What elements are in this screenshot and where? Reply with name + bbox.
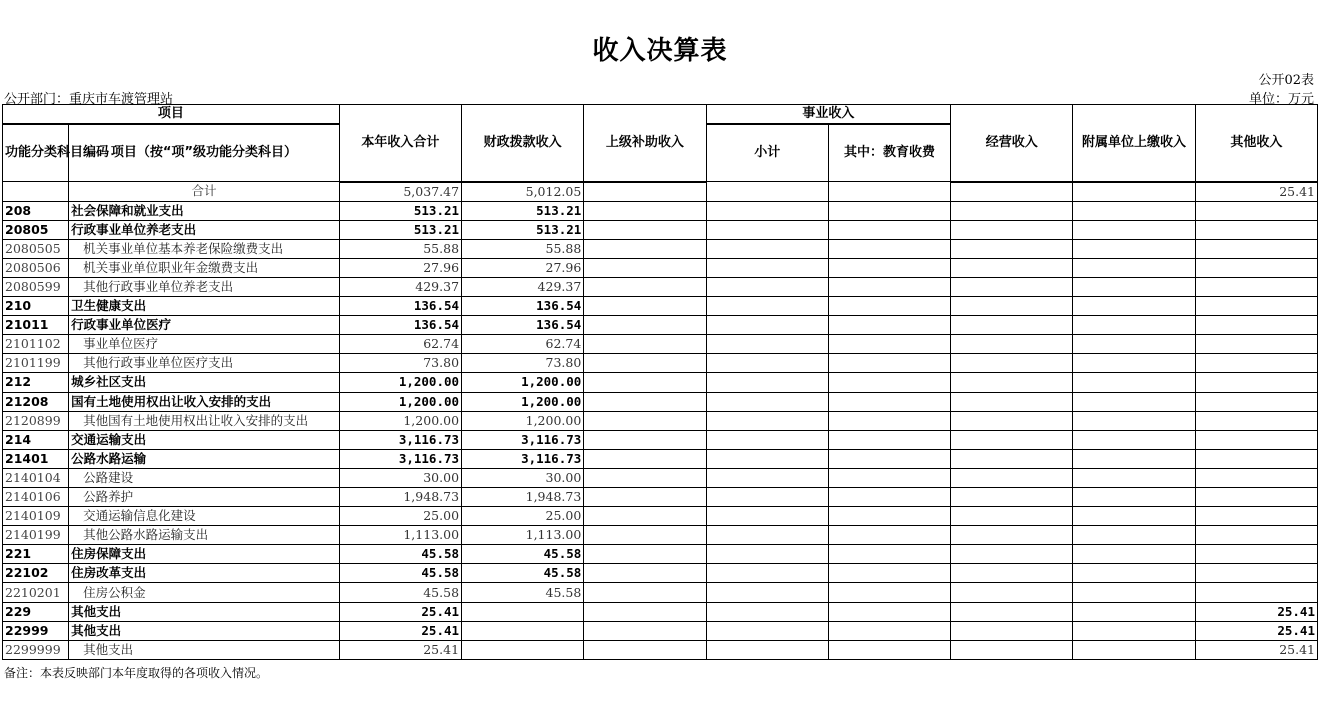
row-name: 卫生健康支出 bbox=[69, 297, 340, 316]
row-fiscal-income: 429.37 bbox=[462, 277, 584, 296]
row-career-subtotal bbox=[706, 392, 828, 411]
row-business-income bbox=[951, 468, 1073, 487]
row-education-fee bbox=[828, 182, 950, 202]
row-affiliate-income bbox=[1073, 373, 1195, 392]
row-name: 其他公路水路运输支出 bbox=[69, 526, 340, 545]
row-career-subtotal bbox=[706, 602, 828, 621]
row-fiscal-income: 62.74 bbox=[462, 335, 584, 354]
row-code: 2101102 bbox=[3, 335, 69, 354]
row-career-subtotal bbox=[706, 449, 828, 468]
row-other-income bbox=[1195, 449, 1317, 468]
row-career-subtotal bbox=[706, 583, 828, 602]
row-superior-income bbox=[584, 277, 706, 296]
row-education-fee bbox=[828, 583, 950, 602]
business-income-header: 经营收入 bbox=[951, 105, 1073, 182]
table-row bbox=[3, 640, 1318, 659]
row-business-income bbox=[951, 621, 1073, 640]
row-business-income bbox=[951, 392, 1073, 411]
row-total-income: 25.00 bbox=[339, 507, 461, 526]
row-affiliate-income bbox=[1073, 354, 1195, 373]
fiscal-appropriation-header: 财政拨款收入 bbox=[462, 105, 584, 182]
row-business-income bbox=[951, 411, 1073, 430]
row-business-income bbox=[951, 526, 1073, 545]
row-education-fee bbox=[828, 297, 950, 316]
row-fiscal-income: 5,012.05 bbox=[462, 182, 584, 202]
row-superior-income bbox=[584, 621, 706, 640]
row-total-income: 3,116.73 bbox=[339, 449, 461, 468]
row-name: 城乡社区支出 bbox=[69, 373, 340, 392]
row-other-income bbox=[1195, 430, 1317, 449]
superior-subsidy-header: 上级补助收入 bbox=[584, 105, 706, 182]
row-career-subtotal bbox=[706, 297, 828, 316]
row-fiscal-income: 55.88 bbox=[462, 239, 584, 258]
row-business-income bbox=[951, 201, 1073, 220]
row-affiliate-income bbox=[1073, 239, 1195, 258]
row-fiscal-income: 73.80 bbox=[462, 354, 584, 373]
row-superior-income bbox=[584, 335, 706, 354]
row-code: 2299999 bbox=[3, 640, 69, 659]
row-career-subtotal bbox=[706, 316, 828, 335]
row-name: 公路建设 bbox=[69, 468, 340, 487]
row-code: 2140104 bbox=[3, 468, 69, 487]
row-affiliate-income bbox=[1073, 488, 1195, 507]
row-superior-income bbox=[584, 411, 706, 430]
row-total-income: 1,200.00 bbox=[339, 373, 461, 392]
row-total-income: 1,113.00 bbox=[339, 526, 461, 545]
table-row bbox=[3, 488, 1318, 507]
table-row bbox=[3, 258, 1318, 277]
row-other-income bbox=[1195, 468, 1317, 487]
row-other-income bbox=[1195, 354, 1317, 373]
table-row bbox=[3, 564, 1318, 583]
row-affiliate-income bbox=[1073, 564, 1195, 583]
table-row bbox=[3, 507, 1318, 526]
row-other-income bbox=[1195, 507, 1317, 526]
row-name: 行政事业单位养老支出 bbox=[69, 220, 340, 239]
row-fiscal-income bbox=[462, 602, 584, 621]
row-total-income: 1,200.00 bbox=[339, 411, 461, 430]
row-other-income bbox=[1195, 201, 1317, 220]
row-affiliate-income bbox=[1073, 201, 1195, 220]
row-affiliate-income bbox=[1073, 602, 1195, 621]
row-fiscal-income: 25.00 bbox=[462, 507, 584, 526]
table-row bbox=[3, 239, 1318, 258]
row-business-income bbox=[951, 354, 1073, 373]
row-career-subtotal bbox=[706, 411, 828, 430]
row-superior-income bbox=[584, 488, 706, 507]
row-education-fee bbox=[828, 640, 950, 659]
row-other-income bbox=[1195, 526, 1317, 545]
row-total-income: 45.58 bbox=[339, 583, 461, 602]
name-column-header: 项目（按“项”级功能分类科目） bbox=[69, 124, 340, 182]
row-other-income bbox=[1195, 373, 1317, 392]
row-other-income: 25.41 bbox=[1195, 182, 1317, 202]
row-fiscal-income bbox=[462, 621, 584, 640]
row-affiliate-income bbox=[1073, 545, 1195, 564]
row-career-subtotal bbox=[706, 373, 828, 392]
row-name: 行政事业单位医疗 bbox=[69, 316, 340, 335]
row-other-income bbox=[1195, 316, 1317, 335]
row-superior-income bbox=[584, 640, 706, 659]
row-fiscal-income: 1,200.00 bbox=[462, 392, 584, 411]
row-total-income: 55.88 bbox=[339, 239, 461, 258]
income-table bbox=[2, 104, 1318, 660]
footnote: 备注：本表反映部门本年度取得的各项收入情况。 bbox=[4, 666, 269, 680]
row-superior-income bbox=[584, 182, 706, 202]
row-career-subtotal bbox=[706, 468, 828, 487]
row-name: 事业单位医疗 bbox=[69, 335, 340, 354]
row-fiscal-income: 30.00 bbox=[462, 468, 584, 487]
row-career-subtotal bbox=[706, 182, 828, 202]
row-business-income bbox=[951, 297, 1073, 316]
row-affiliate-income bbox=[1073, 430, 1195, 449]
row-other-income bbox=[1195, 392, 1317, 411]
row-education-fee bbox=[828, 507, 950, 526]
row-other-income bbox=[1195, 583, 1317, 602]
row-fiscal-income: 1,948.73 bbox=[462, 488, 584, 507]
page-title: 收入决算表 bbox=[592, 36, 728, 66]
row-code: 21011 bbox=[3, 316, 69, 335]
row-code: 208 bbox=[3, 201, 69, 220]
row-superior-income bbox=[584, 354, 706, 373]
row-affiliate-income bbox=[1073, 316, 1195, 335]
row-education-fee bbox=[828, 526, 950, 545]
row-business-income bbox=[951, 583, 1073, 602]
row-code: 2080599 bbox=[3, 277, 69, 296]
row-fiscal-income: 1,113.00 bbox=[462, 526, 584, 545]
row-career-subtotal bbox=[706, 564, 828, 583]
row-name: 其他行政事业单位养老支出 bbox=[69, 277, 340, 296]
row-business-income bbox=[951, 430, 1073, 449]
row-fiscal-income: 45.58 bbox=[462, 564, 584, 583]
table-row bbox=[3, 449, 1318, 468]
row-superior-income bbox=[584, 468, 706, 487]
table-row bbox=[3, 220, 1318, 239]
row-total-income: 136.54 bbox=[339, 297, 461, 316]
row-superior-income bbox=[584, 392, 706, 411]
row-education-fee bbox=[828, 354, 950, 373]
row-superior-income bbox=[584, 239, 706, 258]
table-row bbox=[3, 201, 1318, 220]
row-code: 22102 bbox=[3, 564, 69, 583]
row-affiliate-income bbox=[1073, 411, 1195, 430]
row-superior-income bbox=[584, 564, 706, 583]
row-affiliate-income bbox=[1073, 277, 1195, 296]
row-education-fee bbox=[828, 545, 950, 564]
row-fiscal-income: 513.21 bbox=[462, 201, 584, 220]
row-education-fee bbox=[828, 488, 950, 507]
row-education-fee bbox=[828, 411, 950, 430]
row-total-income: 62.74 bbox=[339, 335, 461, 354]
row-superior-income bbox=[584, 201, 706, 220]
department-label: 公开部门：重庆市车渡管理站 bbox=[4, 92, 174, 107]
row-total-income: 513.21 bbox=[339, 220, 461, 239]
row-code: 210 bbox=[3, 297, 69, 316]
row-code: 2120899 bbox=[3, 411, 69, 430]
table-row bbox=[3, 545, 1318, 564]
row-career-subtotal bbox=[706, 430, 828, 449]
row-code: 2080505 bbox=[3, 239, 69, 258]
row-superior-income bbox=[584, 583, 706, 602]
row-education-fee bbox=[828, 564, 950, 583]
row-other-income: 25.41 bbox=[1195, 621, 1317, 640]
row-affiliate-income bbox=[1073, 392, 1195, 411]
row-affiliate-income bbox=[1073, 507, 1195, 526]
row-name: 住房改革支出 bbox=[69, 564, 340, 583]
row-superior-income bbox=[584, 316, 706, 335]
row-other-income bbox=[1195, 258, 1317, 277]
table-row bbox=[3, 277, 1318, 296]
table-row bbox=[3, 335, 1318, 354]
row-business-income bbox=[951, 258, 1073, 277]
row-total-income: 1,200.00 bbox=[339, 392, 461, 411]
education-fee-header: 其中：教育收费 bbox=[828, 124, 950, 182]
row-other-income: 25.41 bbox=[1195, 602, 1317, 621]
row-total-income: 3,116.73 bbox=[339, 430, 461, 449]
row-other-income bbox=[1195, 297, 1317, 316]
row-superior-income bbox=[584, 297, 706, 316]
row-education-fee bbox=[828, 258, 950, 277]
row-affiliate-income bbox=[1073, 468, 1195, 487]
row-code: 21401 bbox=[3, 449, 69, 468]
row-business-income bbox=[951, 373, 1073, 392]
row-business-income bbox=[951, 449, 1073, 468]
row-other-income bbox=[1195, 239, 1317, 258]
row-affiliate-income bbox=[1073, 583, 1195, 602]
row-affiliate-income bbox=[1073, 297, 1195, 316]
row-education-fee bbox=[828, 201, 950, 220]
row-name: 机关事业单位职业年金缴费支出 bbox=[69, 258, 340, 277]
row-education-fee bbox=[828, 621, 950, 640]
row-name: 机关事业单位基本养老保险缴费支出 bbox=[69, 239, 340, 258]
table-row bbox=[3, 468, 1318, 487]
row-affiliate-income bbox=[1073, 526, 1195, 545]
row-business-income bbox=[951, 335, 1073, 354]
row-education-fee bbox=[828, 449, 950, 468]
table-row bbox=[3, 602, 1318, 621]
row-superior-income bbox=[584, 602, 706, 621]
row-name: 住房公积金 bbox=[69, 583, 340, 602]
project-group-header: 项目 bbox=[3, 105, 340, 125]
row-career-subtotal bbox=[706, 488, 828, 507]
row-career-subtotal bbox=[706, 621, 828, 640]
row-fiscal-income: 3,116.73 bbox=[462, 430, 584, 449]
row-superior-income bbox=[584, 526, 706, 545]
unit-label: 单位：万元 bbox=[1248, 92, 1314, 107]
row-total-income: 27.96 bbox=[339, 258, 461, 277]
row-superior-income bbox=[584, 373, 706, 392]
row-business-income bbox=[951, 640, 1073, 659]
total-income-header: 本年收入合计 bbox=[339, 105, 461, 182]
row-code: 22999 bbox=[3, 621, 69, 640]
row-other-income bbox=[1195, 564, 1317, 583]
subtotal-header: 小计 bbox=[706, 124, 828, 182]
row-total-income: 513.21 bbox=[339, 201, 461, 220]
row-affiliate-income bbox=[1073, 335, 1195, 354]
row-fiscal-income: 27.96 bbox=[462, 258, 584, 277]
row-career-subtotal bbox=[706, 277, 828, 296]
table-row bbox=[3, 373, 1318, 392]
row-fiscal-income: 513.21 bbox=[462, 220, 584, 239]
row-career-subtotal bbox=[706, 220, 828, 239]
career-income-group-header: 事业收入 bbox=[706, 105, 951, 125]
row-code: 2140199 bbox=[3, 526, 69, 545]
row-other-income bbox=[1195, 545, 1317, 564]
row-career-subtotal bbox=[706, 545, 828, 564]
row-career-subtotal bbox=[706, 201, 828, 220]
row-total-income: 73.80 bbox=[339, 354, 461, 373]
row-fiscal-income: 45.58 bbox=[462, 583, 584, 602]
row-code: 2101199 bbox=[3, 354, 69, 373]
row-affiliate-income bbox=[1073, 621, 1195, 640]
row-code: 2080506 bbox=[3, 258, 69, 277]
row-name: 社会保障和就业支出 bbox=[69, 201, 340, 220]
row-code: 2140106 bbox=[3, 488, 69, 507]
row-code: 21208 bbox=[3, 392, 69, 411]
row-affiliate-income bbox=[1073, 258, 1195, 277]
row-career-subtotal bbox=[706, 640, 828, 659]
row-fiscal-income: 1,200.00 bbox=[462, 373, 584, 392]
row-code: 212 bbox=[3, 373, 69, 392]
row-business-income bbox=[951, 239, 1073, 258]
row-code: 20805 bbox=[3, 220, 69, 239]
affiliate-income-header: 附属单位上缴收入 bbox=[1073, 105, 1195, 182]
table-row bbox=[3, 411, 1318, 430]
row-education-fee bbox=[828, 468, 950, 487]
row-career-subtotal bbox=[706, 526, 828, 545]
row-fiscal-income: 3,116.73 bbox=[462, 449, 584, 468]
table-row bbox=[3, 583, 1318, 602]
row-career-subtotal bbox=[706, 335, 828, 354]
row-superior-income bbox=[584, 449, 706, 468]
row-other-income bbox=[1195, 488, 1317, 507]
row-name: 其他国有土地使用权出让收入安排的支出 bbox=[69, 411, 340, 430]
code-column-header: 功能分类科目编码 bbox=[3, 124, 69, 182]
row-fiscal-income bbox=[462, 640, 584, 659]
row-affiliate-income bbox=[1073, 449, 1195, 468]
table-row bbox=[3, 316, 1318, 335]
row-total-income: 1,948.73 bbox=[339, 488, 461, 507]
row-business-income bbox=[951, 277, 1073, 296]
row-name: 合计 bbox=[69, 182, 340, 202]
row-education-fee bbox=[828, 220, 950, 239]
form-number: 公开02表 bbox=[1258, 73, 1314, 88]
row-career-subtotal bbox=[706, 354, 828, 373]
other-income-header: 其他收入 bbox=[1195, 105, 1317, 182]
table-row bbox=[3, 297, 1318, 316]
row-superior-income bbox=[584, 220, 706, 239]
row-education-fee bbox=[828, 277, 950, 296]
row-name: 交通运输支出 bbox=[69, 430, 340, 449]
row-education-fee bbox=[828, 239, 950, 258]
row-total-income: 25.41 bbox=[339, 640, 461, 659]
row-superior-income bbox=[584, 507, 706, 526]
row-total-income: 25.41 bbox=[339, 621, 461, 640]
row-other-income bbox=[1195, 411, 1317, 430]
row-total-income: 429.37 bbox=[339, 277, 461, 296]
row-name: 其他支出 bbox=[69, 602, 340, 621]
row-code bbox=[3, 182, 69, 202]
row-code: 2210201 bbox=[3, 583, 69, 602]
row-name: 公路养护 bbox=[69, 488, 340, 507]
row-name: 国有土地使用权出让收入安排的支出 bbox=[69, 392, 340, 411]
row-education-fee bbox=[828, 602, 950, 621]
row-business-income bbox=[951, 602, 1073, 621]
row-name: 其他行政事业单位医疗支出 bbox=[69, 354, 340, 373]
row-business-income bbox=[951, 316, 1073, 335]
row-career-subtotal bbox=[706, 239, 828, 258]
row-name: 其他支出 bbox=[69, 640, 340, 659]
row-education-fee bbox=[828, 335, 950, 354]
row-total-income: 25.41 bbox=[339, 602, 461, 621]
row-education-fee bbox=[828, 316, 950, 335]
row-name: 其他支出 bbox=[69, 621, 340, 640]
row-name: 公路水路运输 bbox=[69, 449, 340, 468]
row-code: 229 bbox=[3, 602, 69, 621]
row-business-income bbox=[951, 488, 1073, 507]
row-career-subtotal bbox=[706, 258, 828, 277]
row-fiscal-income: 136.54 bbox=[462, 297, 584, 316]
table-row bbox=[3, 182, 1318, 202]
row-other-income bbox=[1195, 220, 1317, 239]
row-total-income: 136.54 bbox=[339, 316, 461, 335]
row-total-income: 45.58 bbox=[339, 545, 461, 564]
row-fiscal-income: 45.58 bbox=[462, 545, 584, 564]
row-education-fee bbox=[828, 392, 950, 411]
row-superior-income bbox=[584, 258, 706, 277]
row-total-income: 45.58 bbox=[339, 564, 461, 583]
row-superior-income bbox=[584, 430, 706, 449]
row-business-income bbox=[951, 507, 1073, 526]
row-other-income bbox=[1195, 277, 1317, 296]
row-total-income: 30.00 bbox=[339, 468, 461, 487]
table-row bbox=[3, 430, 1318, 449]
table-row bbox=[3, 354, 1318, 373]
row-affiliate-income bbox=[1073, 182, 1195, 202]
row-career-subtotal bbox=[706, 507, 828, 526]
row-code: 2140109 bbox=[3, 507, 69, 526]
row-education-fee bbox=[828, 373, 950, 392]
row-business-income bbox=[951, 182, 1073, 202]
table-row bbox=[3, 621, 1318, 640]
row-business-income bbox=[951, 564, 1073, 583]
row-total-income: 5,037.47 bbox=[339, 182, 461, 202]
row-fiscal-income: 136.54 bbox=[462, 316, 584, 335]
row-other-income: 25.41 bbox=[1195, 640, 1317, 659]
row-business-income bbox=[951, 220, 1073, 239]
row-affiliate-income bbox=[1073, 640, 1195, 659]
row-name: 交通运输信息化建设 bbox=[69, 507, 340, 526]
row-education-fee bbox=[828, 430, 950, 449]
row-code: 214 bbox=[3, 430, 69, 449]
row-fiscal-income: 1,200.00 bbox=[462, 411, 584, 430]
table-row bbox=[3, 526, 1318, 545]
table-row bbox=[3, 392, 1318, 411]
row-business-income bbox=[951, 545, 1073, 564]
row-other-income bbox=[1195, 335, 1317, 354]
row-name: 住房保障支出 bbox=[69, 545, 340, 564]
row-code: 221 bbox=[3, 545, 69, 564]
row-superior-income bbox=[584, 545, 706, 564]
row-affiliate-income bbox=[1073, 220, 1195, 239]
